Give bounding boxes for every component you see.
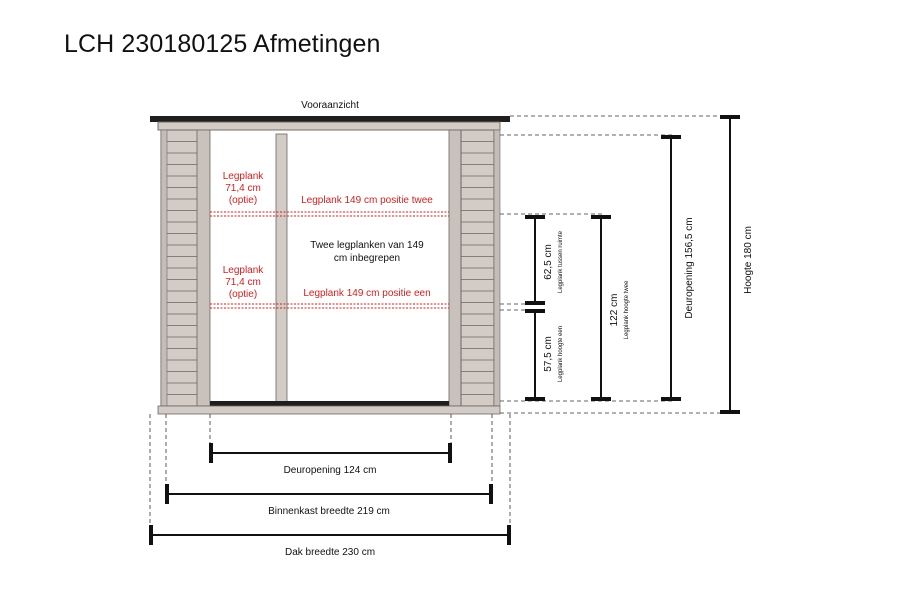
top-beam: [158, 122, 500, 130]
dim-door-width-label: Deuropening 124 cm: [283, 465, 377, 476]
shelf-left-top-line2: 71,4 cm: [225, 183, 261, 194]
dim-shelf-one-value: 57,5 cm: [543, 336, 554, 372]
shelf-left-top-line3: (optie): [228, 195, 258, 206]
dim-total-height-label: Hoogte 180 cm: [743, 226, 754, 294]
shelf-left-bottom-line3: (optie): [228, 289, 258, 300]
shelf-left-bottom-line1: Legplank: [222, 265, 264, 276]
dim-roof-width-label: Dak breedte 230 cm: [284, 547, 376, 558]
view-label: Vooraanzicht: [301, 100, 359, 111]
center-post: [276, 134, 287, 402]
shelf-left-bottom-line2: 71,4 cm: [225, 277, 261, 288]
shelf-position-two: [210, 212, 449, 216]
dim-shelf-one-caption: Legplank hoogte een: [558, 325, 564, 383]
dim-door-height-label: Deuropening 156,5 cm: [684, 217, 695, 319]
shelf-left-top-line1: Legplank: [222, 171, 264, 182]
dim-inner-width-label: Binnenkast breedte 219 cm: [268, 506, 390, 517]
bottom-extension-lines: [150, 414, 510, 540]
dim-shelf-gap-caption: Legplank tussen ruimte: [558, 230, 564, 294]
roof: [150, 116, 510, 122]
dim-shelf-gap-value: 62,5 cm: [543, 244, 554, 280]
right-wall-panel: [449, 130, 500, 406]
shelf-position-two-label: Legplank 149 cm positie twee: [301, 195, 433, 206]
floor-beam: [210, 401, 449, 406]
left-wall-panel: [161, 130, 210, 406]
page-title: LCH 230180125 Afmetingen: [64, 30, 381, 58]
shelf-position-one-label: Legplank 149 cm positie een: [303, 288, 431, 299]
base-plank: [158, 406, 500, 414]
dim-shelf-two-value: 122 cm: [609, 293, 620, 327]
shelf-position-one: [210, 304, 449, 308]
included-note-line2: cm inbegrepen: [333, 253, 401, 264]
included-note-line1: Twee legplanken van 149: [310, 240, 424, 251]
dim-shelf-two-caption: Legplank hoogte twee: [624, 280, 630, 340]
